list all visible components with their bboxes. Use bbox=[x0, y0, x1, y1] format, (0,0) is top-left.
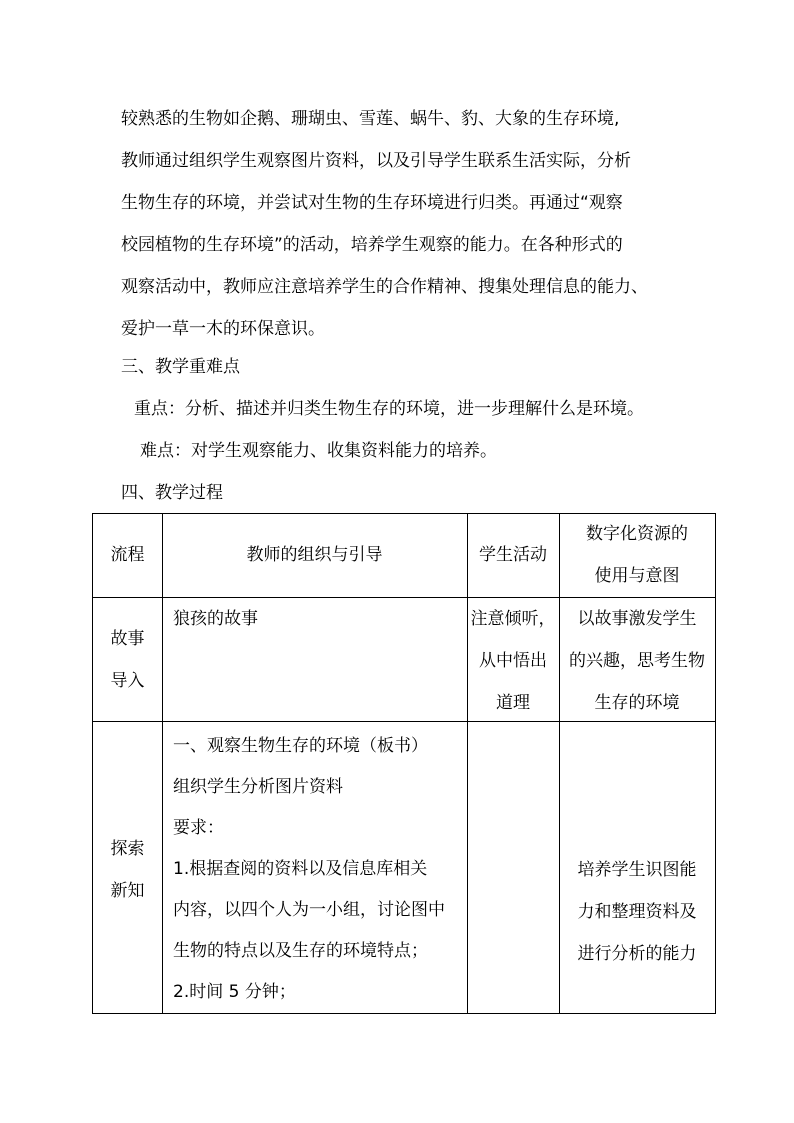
row1-student-line-3: 道理 bbox=[496, 693, 530, 713]
row2-digital-line-2: 力和整理资料及 bbox=[577, 902, 697, 922]
row1-student-line-1: 注意倾听， bbox=[470, 609, 556, 629]
row1-student-line-2: 从中悟出 bbox=[479, 651, 547, 671]
row2-teacher-line-3: 要求： bbox=[173, 818, 224, 838]
row1-flow-line-1: 故事 bbox=[110, 629, 145, 649]
intro-line-5: 观察活动中，教师应注意培养学生的合作精神、搜集处理信息的能力、 bbox=[121, 277, 648, 297]
row2-flow-line-2: 新知 bbox=[110, 881, 145, 901]
row1-digital-line-2: 的兴趣，思考生物 bbox=[569, 651, 705, 671]
row1-flow-line-2: 导入 bbox=[110, 671, 145, 691]
teaching-process-table bbox=[92, 513, 716, 1014]
row2-digital-line-1: 培养学生识图能 bbox=[577, 860, 697, 880]
row2-teacher-line-1: 一、观察生物生存的环境（板书） bbox=[173, 736, 428, 756]
table-row-divider bbox=[93, 721, 715, 722]
row2-teacher-line-6: 生物的特点以及生存的环境特点； bbox=[173, 941, 428, 961]
table-column-divider bbox=[162, 514, 163, 1013]
header-teacher: 教师的组织与引导 bbox=[246, 545, 383, 565]
section4-heading: 四、教学过程 bbox=[121, 483, 223, 503]
header-student: 学生活动 bbox=[479, 545, 547, 565]
intro-line-3: 生物生存的环境，并尝试对生物的生存环境进行归类。再通过“观察 bbox=[121, 193, 623, 213]
row1-teacher-text: 狼孩的故事 bbox=[173, 609, 258, 629]
table-column-divider bbox=[559, 514, 560, 1013]
intro-line-1: 较熟悉的生物如企鹅、珊瑚虫、雪莲、蜗牛、豹、大象的生存环境, bbox=[121, 109, 620, 129]
intro-line-6: 爱护一草一木的环保意识。 bbox=[121, 319, 325, 339]
header-flow: 流程 bbox=[110, 545, 145, 565]
intro-line-4: 校园植物的生存环境”的活动，培养学生观察的能力。在各种形式的 bbox=[121, 235, 623, 255]
row2-teacher-line-2: 组织学生分析图片资料 bbox=[173, 777, 343, 797]
section3-heading: 三、教学重难点 bbox=[121, 357, 240, 377]
row2-digital-line-3: 进行分析的能力 bbox=[577, 944, 697, 964]
header-digital-line-1: 数字化资源的 bbox=[586, 524, 688, 544]
row2-flow-line-1: 探索 bbox=[110, 839, 145, 859]
difficulty-text: 难点：对学生观察能力、收集资料能力的培养。 bbox=[140, 441, 497, 461]
row2-teacher-line-7: 2.时间 5 分钟； bbox=[173, 982, 296, 1002]
key-point-text: 重点：分析、描述并归类生物生存的环境，进一步理解什么是环境。 bbox=[134, 399, 644, 419]
table-column-divider bbox=[467, 514, 468, 1013]
table-row-divider bbox=[93, 597, 715, 598]
header-digital-line-2: 使用与意图 bbox=[594, 566, 680, 586]
intro-line-2: 教师通过组织学生观察图片资料，以及引导学生联系生活实际，分析 bbox=[121, 151, 631, 171]
row1-digital-line-1: 以故事激发学生 bbox=[577, 609, 697, 629]
row1-digital-line-3: 生存的环境 bbox=[594, 693, 680, 713]
row2-teacher-line-4: 1.根据查阅的资料以及信息库相关 bbox=[173, 859, 428, 879]
row2-teacher-line-5: 内容，以四个人为一小组，讨论图中 bbox=[173, 900, 445, 920]
